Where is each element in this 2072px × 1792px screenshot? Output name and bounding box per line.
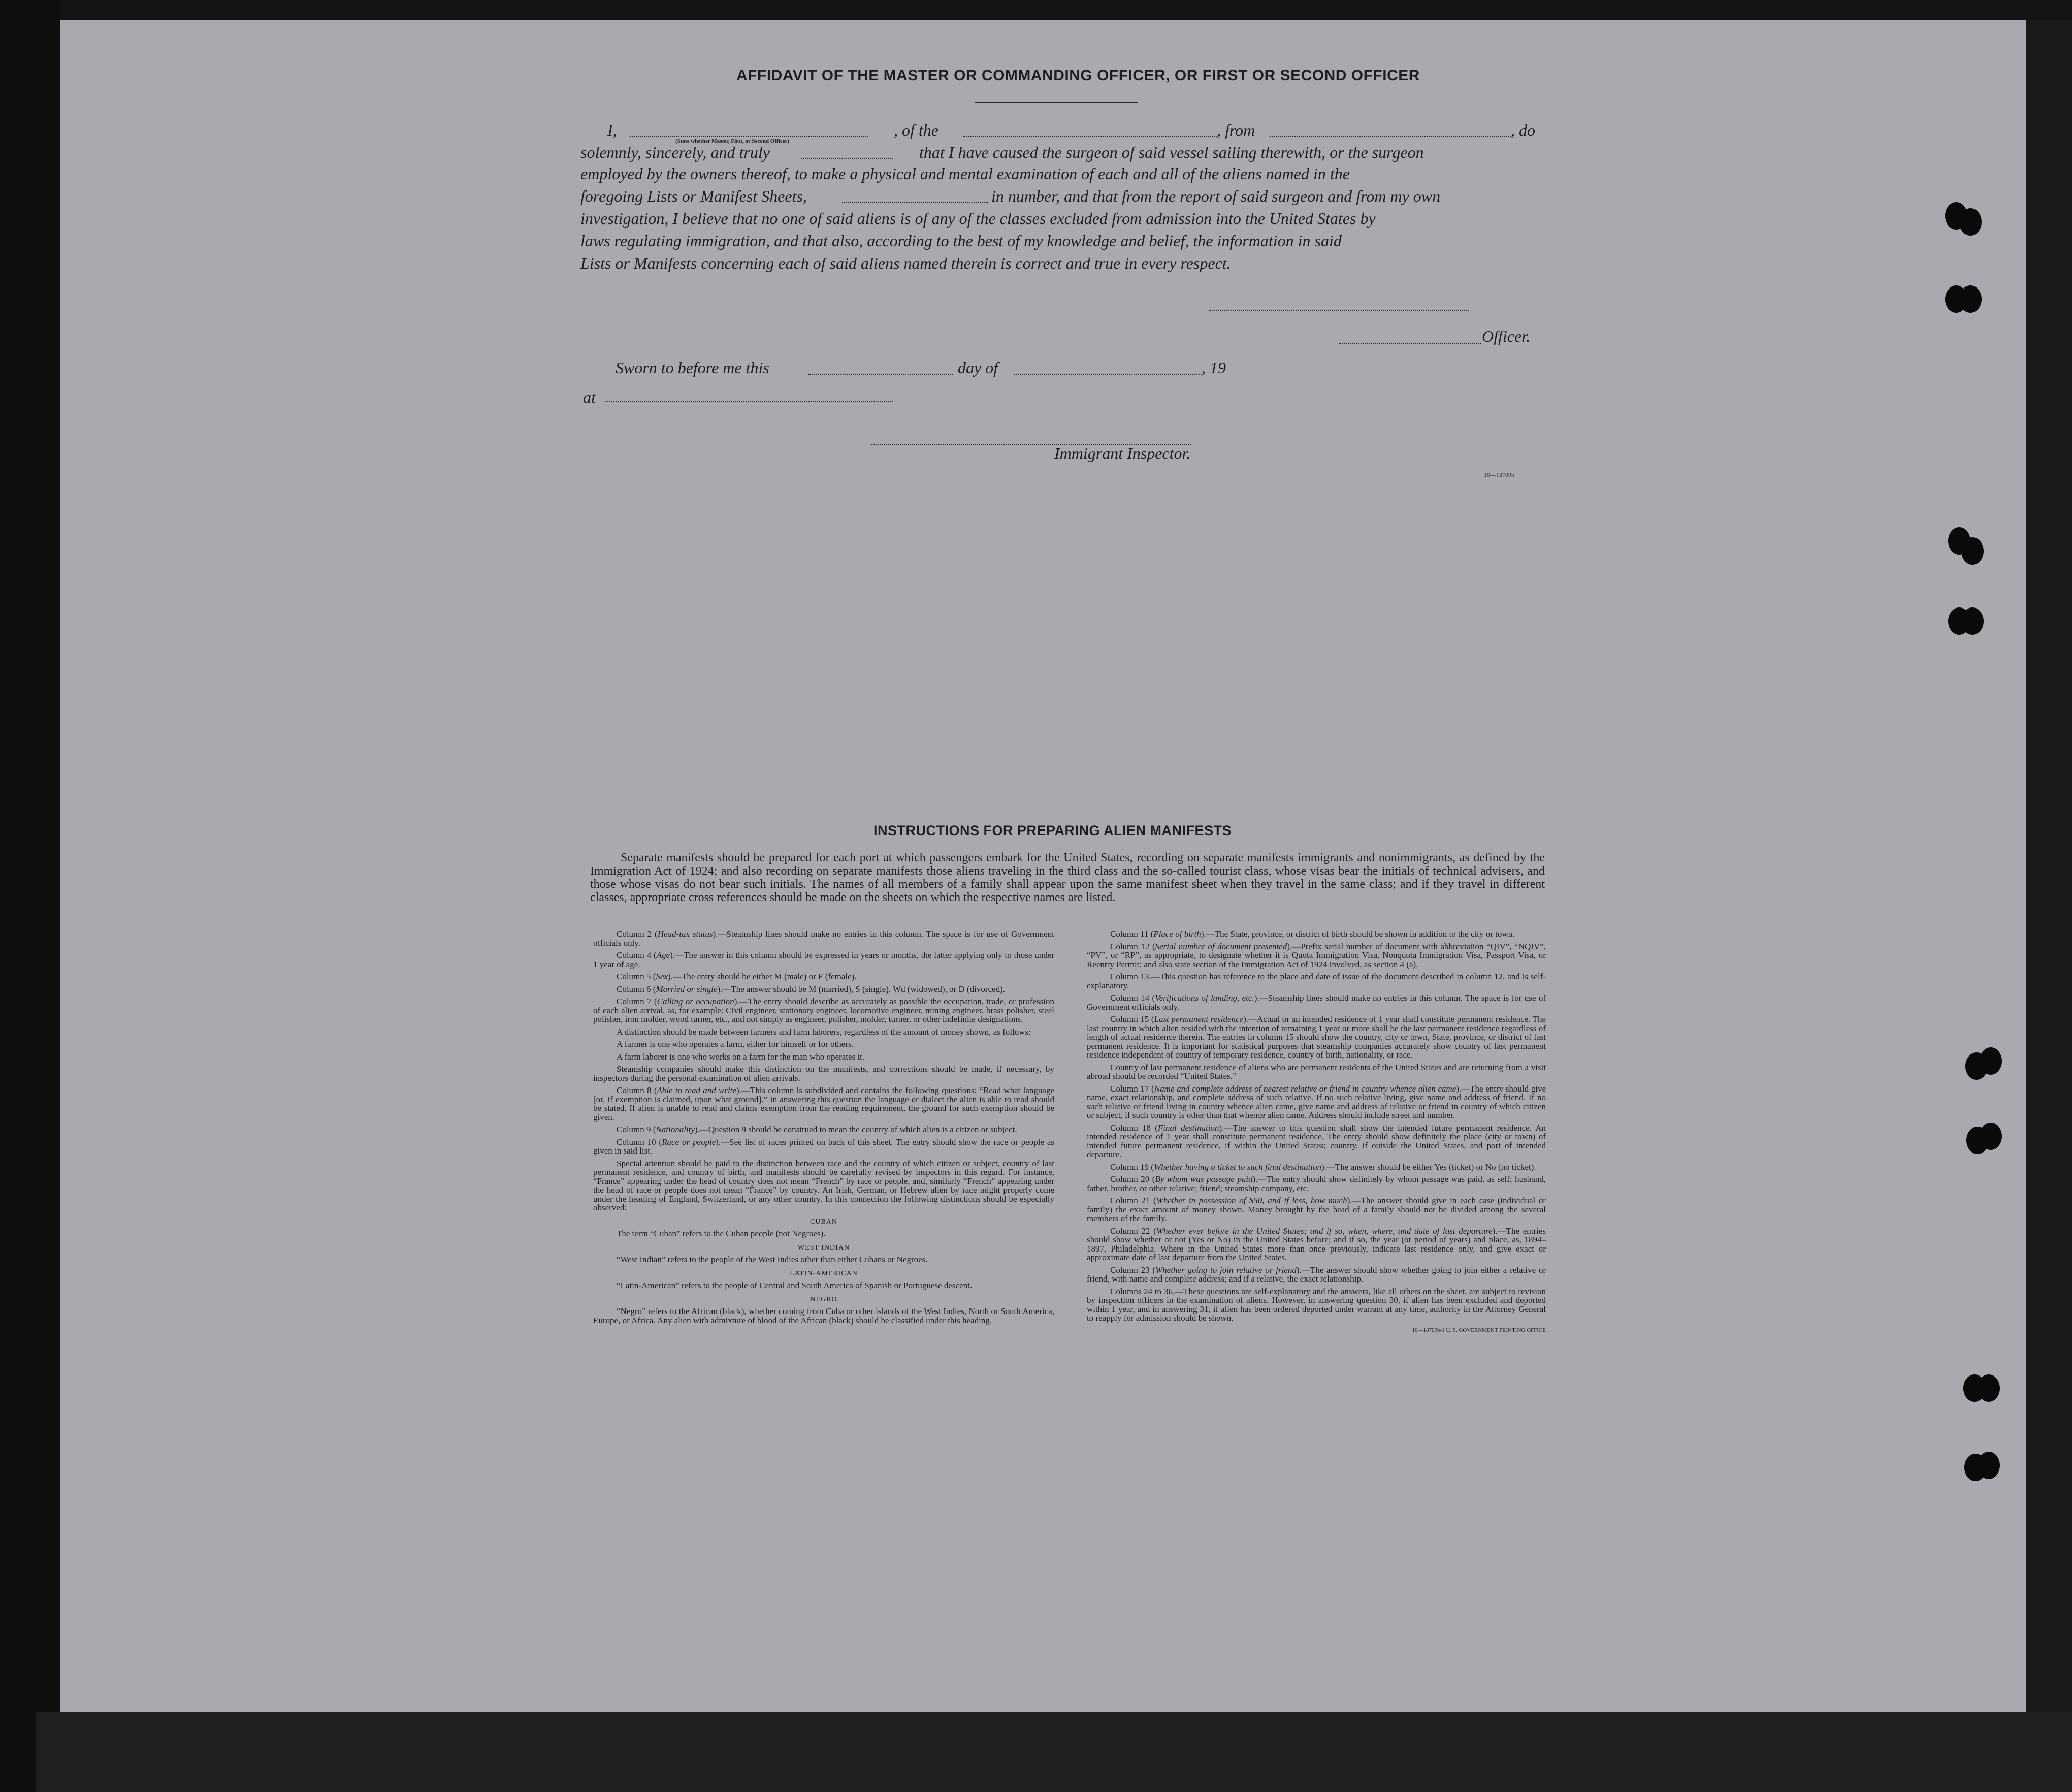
- instr-columns-24-36: Columns 24 to 36.—These questions are self-explanatory and the answers, like all others on the sheet, are subject to revision by inspection officers in the examination of aliens. However, in answering question 30, if alien has been excluded and deported within 1 year, and in answering 31, if alien has been ordered deported under warrant at any time, authority in the Attorney General to reapply for admission should be shown.: [1087, 1286, 1546, 1323]
- instr-farm-laborer: A farm laborer is one who works on a farm for the man who operates it.: [617, 1051, 865, 1062]
- state-note: (State whether Master, First, or Second Officer): [675, 138, 790, 144]
- instr-column-11: Column 11 (Place of birth).—The State, province, or district of birth should be shown in addition to the city or town.: [1110, 929, 1515, 939]
- affidavit-line3: employed by the owners thereof, to make a physical and mental examination of each and all of the aliens named in the: [580, 165, 1350, 183]
- instr-column-4: Column 4 (Age).—The answer in this column should be expressed in years or months, the latter applying only to those under 1 year of age.: [593, 950, 1054, 969]
- instr-column-13: Column 13.—This question has reference to the place and date of issue of the document described in column 12, and is self-explanatory.: [1087, 972, 1546, 990]
- instr-column-15-residents: Country of last permanent residence of aliens who are permanent residents of the United States and are returning from a visit abroad should be recorded “United States.”: [1087, 1062, 1546, 1081]
- affidavit-line5: investigation, I believe that no one of said aliens is of any of the classes excluded from admission into the United States by: [580, 209, 1376, 228]
- instr-column-5: Column 5 (Sex).—The entry should be either M (male) or F (female).: [617, 972, 857, 981]
- punch-hole: [1980, 1123, 2002, 1150]
- instr-column-19: Column 19 (Whether having a ticket to such final destination).—The answer should be either Yes (ticket) or No (no ticket).: [1110, 1162, 1536, 1172]
- month-line: [1014, 374, 1202, 375]
- instr-cuban: The term “Cuban” refers to the Cuban people (not Negroes).: [617, 1229, 826, 1238]
- instr-farm-distinction: A distinction should be made between farmers and farm laborers, regardless of the amount of money shown, as follows:: [617, 1027, 1031, 1037]
- scan-border-bottom: [36, 1712, 2072, 1792]
- instr-column-12: Column 12 (Serial number of document presented).—Prefix serial number of document with abbreviation “QIV”, “NQIV”, “PV”, or “RP”, as appropriate, to designate whether it is Quota Immigration Visa, Nonquota Immigration Visa, Passport Visa, or Reentry Permit; and also state section of the Immigration Act of 1924 involved, as section 4 (a).: [1087, 941, 1546, 969]
- title-underline: [975, 102, 1138, 103]
- sheet-count-line: [842, 202, 988, 203]
- instr-farmer: A farmer is one who operates a farm, either for himself or for others.: [617, 1039, 854, 1049]
- vessel-name-line: [963, 136, 1217, 137]
- affidavit-of-the: , of the: [894, 121, 938, 139]
- officer-signature-line: [1339, 343, 1481, 344]
- heading-west-indian: WEST INDIAN: [797, 1243, 850, 1252]
- instructions-left-column: [593, 930, 1054, 1328]
- punch-hole: [1978, 1374, 2000, 1402]
- instr-column-9: Column 9 (Nationality).—Question 9 should be construed to mean the country of which alien is a citizen or subject.: [617, 1125, 1017, 1134]
- heading-cuban: CUBAN: [810, 1218, 837, 1226]
- instr-column-15: Column 15 (Last permanent residence).—Actual or an intended residence of 1 year shall constitute permanent residence. The last country in which alien resided with the intention of remaining 1 year or more shall be the last permanent residence regardless of length of actual residence therein. The entries in column 15 should show the country, city or town, State, province, or district of last permanent residence. It is important for statistical purposes that steamship companies accurately show country of last permanent residence independent of country of temporary residence, country of birth, nationality, or race.: [1087, 1014, 1546, 1060]
- instructions-title: INSTRUCTIONS FOR PREPARING ALIEN MANIFESTS: [873, 823, 1232, 838]
- printing-office-footer: 10—18709b-1 U. S. GOVERNMENT PRINTING OFFICE: [1412, 1327, 1546, 1333]
- at-label: at: [583, 388, 596, 406]
- oath-line: [801, 158, 893, 159]
- instr-west-indian: “West Indian” refers to the people of the West Indies other than either Cubans or Negroes.: [617, 1255, 928, 1264]
- heading-latin-american: LATIN-AMERICAN: [790, 1269, 858, 1277]
- instr-column-14: Column 14 (Verifications of landing, etc.).—Steamship lines should make no entries in this column. The space is for use of Government officials only.: [1087, 993, 1546, 1012]
- instr-column-6: Column 6 (Married or single).—The answer should be M (married), S (single), Wd (widowed), or D (divorced).: [617, 984, 1006, 994]
- instr-column-17: Column 17 (Name and complete address of nearest relative or friend in country whence alien came).—The entry should give name, exact relationship, and complete address of such relative. If no such relative living, give name and address of friend. If no such relative or friend living in country whence alien came, give name and address of relative or friend in country of which citizen or subject, if such country is other than that whence alien came. Address should include street and number.: [1087, 1083, 1546, 1120]
- instr-farm-corrections: Steamship companies should make this distinction on the manifests, and corrections should be made, if necessary, by inspectors during the personal examination of alien arrivals.: [593, 1064, 1054, 1083]
- instr-column-7: Column 7 (Calling or occupation).—The entry should describe as accurately as possible the occupation, trade, or profession of each alien arrival, as, for example: Civil engineer, stationary engineer, locomotive engineer, mining engineer, brass polisher, steel polisher, iron molder, wood turner, etc., and not simply as engineer, polisher, molder, turner, or other indefinite designations.: [593, 997, 1054, 1024]
- affidavit-title: AFFIDAVIT OF THE MASTER OR COMMANDING OFFICER, OR FIRST OR SECOND OFFICER: [736, 67, 1420, 84]
- scan-border-right: [2026, 20, 2072, 1792]
- instr-negro: “Negro” refers to the African (black), whether coming from Cuba or other islands of the West Indies, North or South America, Europe, or Africa. Any alien with admixture of blood of the African (black) should be classified under this heading.: [593, 1306, 1054, 1325]
- punch-hole: [1980, 1047, 2002, 1075]
- instr-column-8: Column 8 (Able to read and write).—This column is subdivided and contains the following questions: “Read what language [or, if exemption is claimed, upon what ground].” In answering this question the language or dialect the alien is able to read should be stated. If alien is unable to read and claims exemption from the reading requirement, the ground for such exemption should be given.: [593, 1085, 1054, 1122]
- instr-column-2: Column 2 (Head-tax status).—Steamship lines should make no entries in this column. The space is for use of Government officials only.: [593, 929, 1054, 948]
- affidavit-from: , from: [1217, 121, 1255, 139]
- instr-special-attention: Special attention should be paid to the distinction between race and the country of which citizen or subject, country of last permanent residence, and country of birth, and manifests should be carefully revised by inspectors in this regard. For instance, “France” appearing under the head of country does not mean “French” by race or people, and, similarly “French” appearing under the head of race or people does not mean “France” by country. An Irish, German, or Hebrew alien by race might properly come under the heading of England, Switzerland, or any other country. In this connection the following distinctions should be especially observed:: [593, 1158, 1054, 1212]
- form-number: 10—18709b: [1484, 471, 1514, 478]
- sworn-label: Sworn to before me this: [616, 359, 769, 377]
- punch-hole: [1959, 285, 1982, 313]
- sworn-date-line: [808, 374, 953, 375]
- scan-border-left: [0, 0, 60, 1792]
- instr-column-23: Column 23 (Whether going to join relative or friend).—The answer should show whether going to join either a relative or friend, with name and complete address; and if a relative, the exact relationship.: [1087, 1265, 1546, 1284]
- instr-column-10: Column 10 (Race or people).—See list of races printed on back of this sheet. The entry should show the race or people as given in said list.: [593, 1137, 1055, 1156]
- punch-hole: [1961, 607, 1984, 635]
- instructions-intro: Separate manifests should be prepared for each port at which passengers embark for the United States, recording on separate manifests immigrants and nonimmigrants, as defined by the Immigration Act of 1924; and also recording on separate manifests those aliens traveling in the third class and the so-called tourist class, whose visas bear the initials of technical advisers, and those whose visas do not bear such initials. The names of all members of a family shall appear upon the same manifest sheet when they travel in the same class; and if they travel in different classes, appropriate cross references should be made on the sheets on which the respective names are listed.: [590, 851, 1545, 904]
- signature-line: [1209, 310, 1469, 311]
- affidavit-line6: laws regulating immigration, and that also, according to the best of my knowledge and belief, the information in said: [580, 232, 1342, 250]
- instr-latin-american: “Latin-American” refers to the people of Central and South America of Spanish or Portuguese descent.: [617, 1281, 973, 1290]
- day-of-label: day of: [958, 359, 998, 377]
- instr-column-20: Column 20 (By whom was passage paid).—The entry should show definitely by whom passage was paid, as self; husband, father, brother, or other relative; friend; steamship company, etc.: [1087, 1174, 1546, 1193]
- port-from-line: [1270, 136, 1511, 137]
- year-label: , 19: [1202, 359, 1226, 377]
- instructions-right-column: [1087, 930, 1546, 1338]
- affidavit-line7: Lists or Manifests concerning each of said aliens named therein is correct and true in every respect.: [580, 254, 1231, 272]
- instr-column-18: Column 18 (Final destination).—The answer to this question shall show the intended future permanent residence. An intended residence of 1 year shall constitute permanent residence. The entry should show definitely the place (city or town) of intended future permanent residence, if within the United States; country, if outside the United States, and port of intended departure.: [1087, 1123, 1546, 1159]
- affidavit-i: I,: [607, 121, 617, 139]
- punch-hole: [1959, 208, 1982, 236]
- affidavit-line2: that I have caused the surgeon of said vessel sailing therewith, or the surgeon: [919, 143, 1424, 162]
- instr-column-21: Column 21 (Whether in possession of $50, and if less, how much).—The answer should give in each case (individual or family) the exact amount of money shown. Money brought by the head of a family should not be divided among the several members of the family.: [1087, 1196, 1546, 1223]
- affidavit-line4a: foregoing Lists or Manifest Sheets,: [580, 187, 807, 205]
- heading-negro: NEGRO: [810, 1295, 837, 1303]
- affidavit-line4b: in number, and that from the report of said surgeon and from my own: [991, 187, 1441, 205]
- officer-rank-line: [630, 136, 868, 137]
- officer-label: Officer.: [1482, 327, 1531, 345]
- inspector-label: Immigrant Inspector.: [1054, 444, 1191, 462]
- punch-hole: [1961, 537, 1984, 565]
- punch-hole: [1978, 1452, 2000, 1479]
- affidavit-solemnly: solemnly, sincerely, and truly: [580, 143, 770, 162]
- instr-column-22: Column 22 (Whether ever before in the United States; and if so, when, where, and date of last departure).—The entries should show whether or not (Yes or No) in the United States before; and if so, the year (or period of years) and place, as, 1894–1897, Philadelphia. Where in the United States more than once previously, indicate last residence only, and give exact or approximate date of last departure from the United States.: [1087, 1226, 1546, 1262]
- affidavit-do: , do: [1511, 121, 1535, 139]
- place-line: [605, 401, 893, 402]
